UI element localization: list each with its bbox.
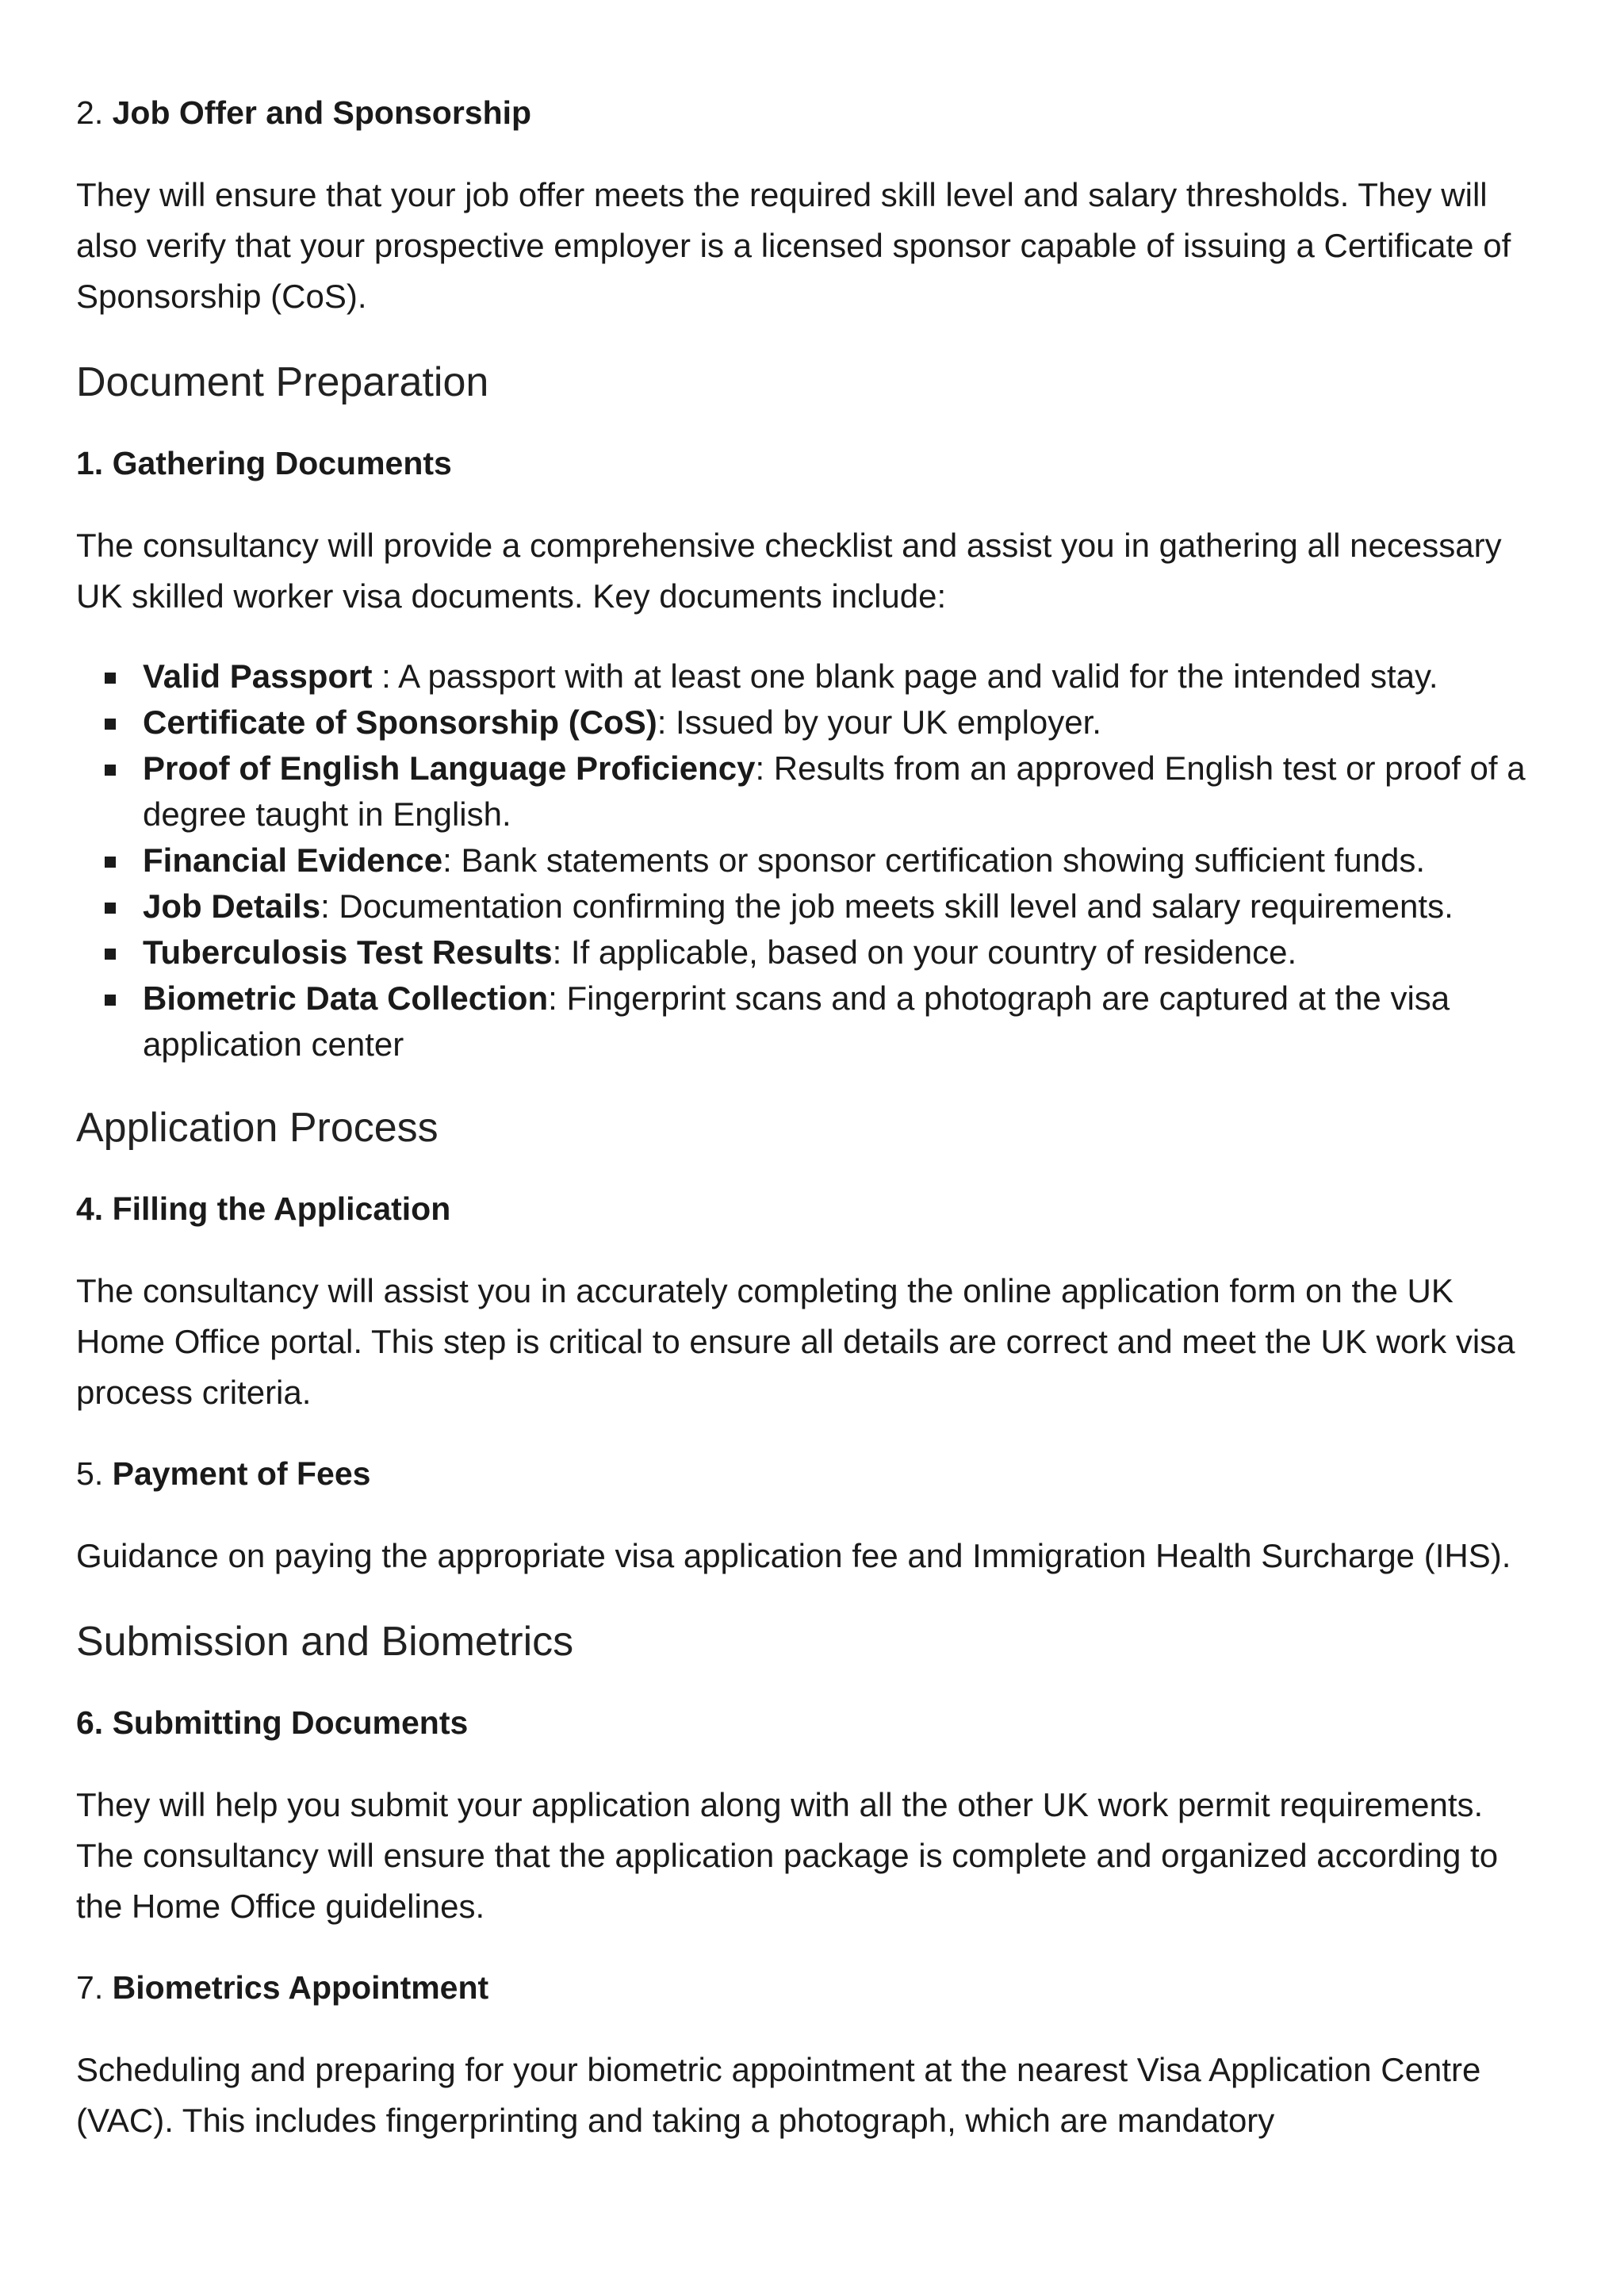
filling-application-paragraph: The consultancy will assist you in accurately completing the online application form on the UK Home Office portal. This step is critical to ensure all details are correct and meet the UK work visa process criteria. xyxy=(76,1272,1515,1411)
submitting-documents-title: 6. Submitting Documents xyxy=(76,1704,469,1741)
gathering-documents-paragraph: The consultancy will provide a comprehensive checklist and assist you in gathering all necessary UK skilled worker visa documents. Key documents include: xyxy=(76,527,1502,615)
list-item-label: Valid Passport xyxy=(143,657,373,695)
list-item-text: : Bank statements or sponsor certification showing sufficient funds. xyxy=(442,841,1426,879)
biometrics-appointment-separator: . xyxy=(94,1969,113,2006)
bullet-square-icon xyxy=(105,857,116,868)
filling-application-title: 4. Filling the Application xyxy=(76,1190,451,1227)
list-item xyxy=(76,700,1548,746)
payment-fees-separator: . xyxy=(94,1455,113,1492)
job-offer-title: Job Offer and Sponsorship xyxy=(112,94,532,131)
list-item xyxy=(76,884,1548,930)
bullet-square-icon xyxy=(105,673,116,684)
list-item xyxy=(76,746,1548,838)
list-item-label: Tuberculosis Test Results xyxy=(143,933,553,971)
submitting-documents-paragraph: They will help you submit your application along with all the other UK work permit requirements. The consultancy will ensure that the application package is complete and organized according to the Home Office guidelines. xyxy=(76,1786,1499,1925)
bullet-square-icon xyxy=(105,765,116,776)
job-offer-heading xyxy=(76,89,1548,136)
list-item-label: Proof of English Language Proficiency xyxy=(143,749,756,787)
biometrics-appointment-heading xyxy=(76,1964,1548,2011)
list-item-text: : Fingerprint scans and a photograph are captured at the visa application center xyxy=(143,979,1450,1063)
bullet-square-icon xyxy=(105,903,116,914)
list-item-label: Financial Evidence xyxy=(143,841,443,879)
list-item-label: Biometric Data Collection xyxy=(143,979,549,1017)
list-item-text: : Documentation confirming the job meets skill level and salary requirements. xyxy=(320,887,1454,925)
gathering-documents-heading xyxy=(76,439,1548,487)
list-item xyxy=(76,838,1548,884)
bullet-square-icon xyxy=(105,995,116,1006)
submitting-documents-heading xyxy=(76,1699,1548,1746)
section-submission-biometrics: Submission and Biometrics xyxy=(76,1619,574,1665)
job-offer-number: 2 xyxy=(76,94,94,131)
list-item xyxy=(76,976,1548,1068)
job-offer-separator: . xyxy=(94,94,113,131)
payment-fees-heading xyxy=(76,1450,1548,1497)
key-documents-list xyxy=(76,654,1548,1068)
bullet-square-icon xyxy=(105,719,116,730)
list-item xyxy=(76,654,1548,700)
list-item-text: : A passport with at least one blank page and valid for the intended stay. xyxy=(372,657,1438,695)
list-item-label: Job Details xyxy=(143,887,321,925)
list-item xyxy=(76,930,1548,976)
payment-fees-title: Payment of Fees xyxy=(112,1455,371,1492)
list-item-text: : Results from an approved English test or proof of a degree taught in English. xyxy=(143,749,1526,833)
biometrics-appointment-title: Biometrics Appointment xyxy=(112,1969,489,2006)
list-item-text: : If applicable, based on your country of residence. xyxy=(552,933,1297,971)
biometrics-appointment-number: 7 xyxy=(76,1969,94,2006)
biometrics-appointment-paragraph: Scheduling and preparing for your biometric appointment at the nearest Visa Application Centre (VAC). This includes fingerprinting and taking a photograph, which are mandatory xyxy=(76,2051,1481,2139)
list-item-text: : Issued by your UK employer. xyxy=(657,703,1101,741)
payment-fees-number: 5 xyxy=(76,1455,94,1492)
gathering-documents-title: 1. Gathering Documents xyxy=(76,445,452,481)
section-document-preparation: Document Preparation xyxy=(76,359,489,405)
section-application-process: Application Process xyxy=(76,1105,439,1151)
filling-application-heading xyxy=(76,1185,1548,1232)
list-item-label: Certificate of Sponsorship (CoS) xyxy=(143,703,657,741)
payment-fees-paragraph: Guidance on paying the appropriate visa application fee and Immigration Health Surcharge (IHS). xyxy=(76,1537,1511,1574)
bullet-square-icon xyxy=(105,949,116,960)
job-offer-paragraph: They will ensure that your job offer meets the required skill level and salary thresholds. They will also verify that your prospective employer is a licensed sponsor capable of issuing a Certificate of Sponsorship (CoS). xyxy=(76,176,1511,315)
